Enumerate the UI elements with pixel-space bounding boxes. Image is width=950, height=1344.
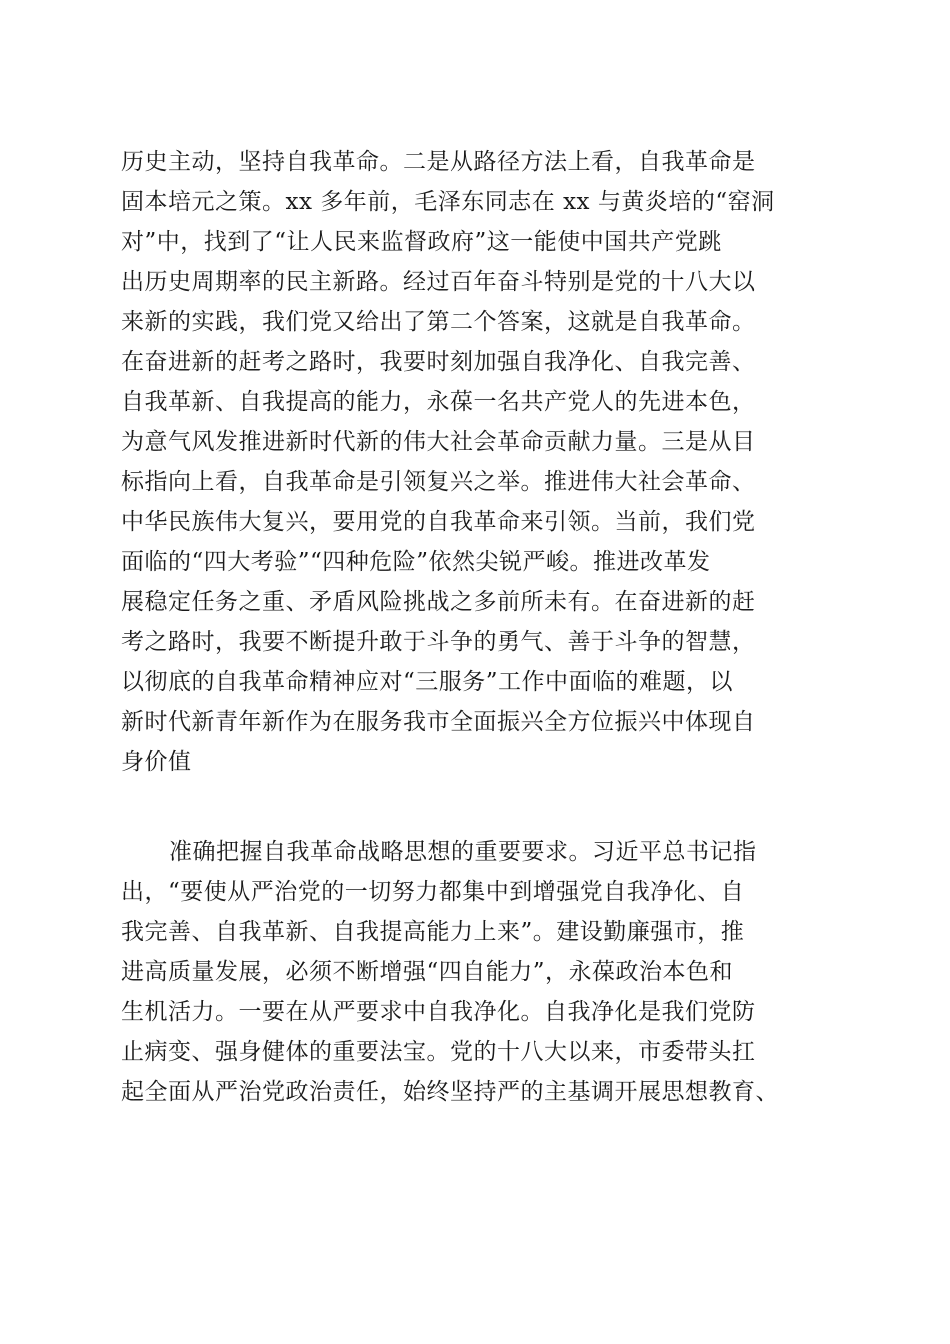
text-line: 固本培元之策。xx 多年前，毛泽东同志在 xx 与黄炎培的“窑洞 xyxy=(121,189,775,215)
paragraph-self-revolution-requirements xyxy=(121,832,833,1112)
text-line: 生机活力。一要在从严要求中自我净化。自我净化是我们党防 xyxy=(121,999,756,1025)
text-line: 进高质量发展，必须不断增强“四自能力”，永葆政治本色和 xyxy=(121,959,734,985)
text-line: 新时代新青年新作为在服务我市全面振兴全方位振兴中体现自 xyxy=(121,709,756,735)
text-line: 考之路时，我要不断提升敢于斗争的勇气、善于斗争的智慧， xyxy=(121,629,756,655)
text-line: 我完善、自我革新、自我提高能力上来”。建设勤廉强市，推 xyxy=(121,919,745,945)
text-line: 面临的“四大考验”“四种危险”依然尖锐严峻。推进改革发 xyxy=(121,549,711,575)
text-line: 中华民族伟大复兴，要用党的自我革命来引领。当前，我们党 xyxy=(121,509,756,535)
text-line: 准确把握自我革命战略思想的重要要求。习近平总书记指 xyxy=(169,839,757,865)
text-line: 展稳定任务之重、矛盾风险挑战之多前所未有。在奋进新的赶 xyxy=(121,589,756,615)
text-line: 止病变、强身健体的重要法宝。党的十八大以来，市委带头扛 xyxy=(121,1039,756,1065)
text-line: 对”中，找到了“让人民来监督政府”这一能使中国共产党跳 xyxy=(121,229,722,255)
text-line: 以彻底的自我革命精神应对“三服务”工作中面临的难题，以 xyxy=(121,669,734,695)
text-line: 为意气风发推进新时代新的伟大社会革命贡献力量。三是从目 xyxy=(121,429,756,455)
text-line: 出历史周期率的民主新路。经过百年奋斗特别是党的十八大以 xyxy=(121,269,756,295)
text-line: 在奋进新的赶考之路时，我要时刻加强自我净化、自我完善、 xyxy=(121,349,756,375)
text-line: 标指向上看，自我革命是引领复兴之举。推进伟大社会革命、 xyxy=(121,469,756,495)
text-line: 自我革新、自我提高的能力，永葆一名共产党人的先进本色， xyxy=(121,389,756,415)
text-line: 起全面从严治党政治责任，始终坚持严的主基调开展思想教育、 xyxy=(121,1079,779,1105)
text-line: 历史主动，坚持自我革命。二是从路径方法上看，自我革命是 xyxy=(121,149,756,175)
text-line: 出，“要使从严治党的一切努力都集中到增强党自我净化、自 xyxy=(121,879,745,905)
paragraph-self-revolution-significance xyxy=(121,142,833,782)
text-line: 来新的实践，我们党又给出了第二个答案，这就是自我革命。 xyxy=(121,309,756,335)
text-line: 身价值 xyxy=(121,749,192,775)
